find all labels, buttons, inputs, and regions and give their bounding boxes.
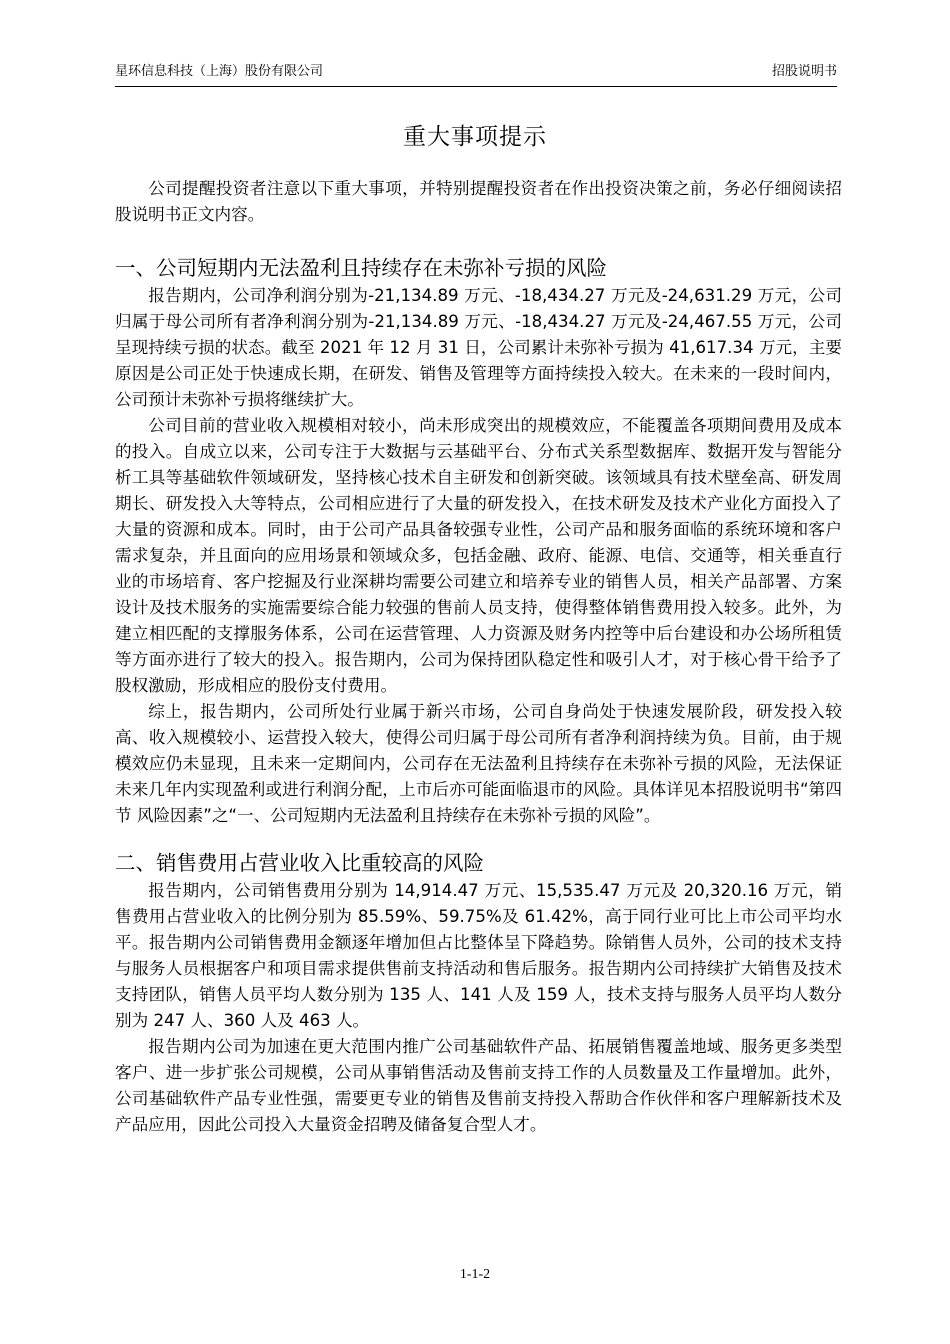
page-header (115, 58, 837, 87)
intro-paragraph: 公司提醒投资者注意以下重大事项，并特别提醒投资者在作出投资决策之前，务必仔细阅读招股说明书正文内容。 (115, 179, 842, 224)
page-title: 重大事项提示 (403, 124, 547, 150)
page-number: 1-1-2 (459, 1267, 491, 1282)
header-company-name: 星环信息科技（上海）股份有限公司 (115, 64, 324, 79)
section-1-paragraph-1: 报告期内，公司净利润分别为-21,134.89 万元、-18,434.27 万元及-24,631.29 万元，公司归属于母公司所有者净利润分别为-21,134.89 万元、-18,434.27 万元及-24,467.55 万元，公司呈现持续亏损的状态。截至 2021 年 12 月 31 日，公司累计未弥补亏损为 41,617.34 万元，主要原因是公司正处于快速成长期，在研发、销售及管理等方面持续投入较大。在未来的一段时间内，公司预计未弥补亏损将继续扩大。 (115, 286, 842, 409)
header-document-type: 招股说明书 (771, 64, 837, 79)
section-2-heading: 二、销售费用占营业收入比重较高的风险 (115, 851, 484, 875)
section-1-paragraph-3: 综上，报告期内，公司所处行业属于新兴市场，公司自身尚处于快速发展阶段，研发投入较高、收入规模较小、运营投入较大，使得公司归属于母公司所有者净利润持续为负。目前，由于规模效应仍未显现，且未来一定期间内，公司存在无法盈利且持续存在未弥补亏损的风险，无法保证未来几年内实现盈利或进行利润分配，上市后亦可能面临退市的风险。具体详见本招股说明书“第四节 风险因素”之“一、公司短期内无法盈利且持续存在未弥补亏损的风险”。 (115, 702, 842, 825)
section-1-paragraph-2: 公司目前的营业收入规模相对较小，尚未形成突出的规模效应，不能覆盖各项期间费用及成本的投入。自成立以来，公司专注于大数据与云基础平台、分布式关系型数据库、数据开发与智能分析工具等基础软件领域研发，坚持核心技术自主研发和创新突破。该领域具有技术壁垒高、研发周期长、研发投入大等特点，公司相应进行了大量的研发投入，在技术研发及技术产业化方面投入了大量的资源和成本。同时，由于公司产品具备较强专业性，公司产品和服务面临的系统环境和客户需求复杂，并且面向的应用场景和领域众多，包括金融、政府、能源、电信、交通等，相关垂直行业的市场培育、客户挖掘及行业深耕均需要公司建立和培养专业的销售人员，相关产品部署、方案设计及技术服务的实施需要综合能力较强的售前人员支持，使得整体销售费用投入较多。此外，为建立相匹配的支撑服务体系，公司在运营管理、人力资源及财务内控等中后台建设和办公场所租赁等方面亦进行了较大的投入。报告期内，公司为保持团队稳定性和吸引人才，对于核心骨干给予了股权激励，形成相应的股份支付费用。 (115, 416, 842, 695)
section-1-heading: 一、公司短期内无法盈利且持续存在未弥补亏损的风险 (115, 256, 607, 280)
section-2-paragraph-2: 报告期内公司为加速在更大范围内推广公司基础软件产品、拓展销售覆盖地域、服务更多类型客户、进一步扩张公司规模，公司从事销售活动及售前支持工作的人员数量及工作量增加。此外，公司基础软件产品专业性强，需要更专业的销售及售前支持投入帮助合作伙伴和客户理解新技术及产品应用，因此公司投入大量资金招聘及储备复合型人才。 (115, 1037, 842, 1134)
section-2-paragraph-1: 报告期内，公司销售费用分别为 14,914.47 万元、15,535.47 万元及 20,320.16 万元，销售费用占营业收入的比例分别为 85.59%、59.75%及 61.42%，高于同行业可比上市公司平均水平。报告期内公司销售费用金额逐年增加但占比整体呈下降趋势。除销售人员外，公司的技术支持与服务人员根据客户和项目需求提供售前支持活动和售后服务。报告期内公司持续扩大销售及技术支持团队，销售人员平均人数分别为 135 人、141 人及 159 人，技术支持与服务人员平均人数分别为 247 人、360 人及 463 人。 (115, 881, 842, 1030)
document-body (115, 176, 842, 1138)
